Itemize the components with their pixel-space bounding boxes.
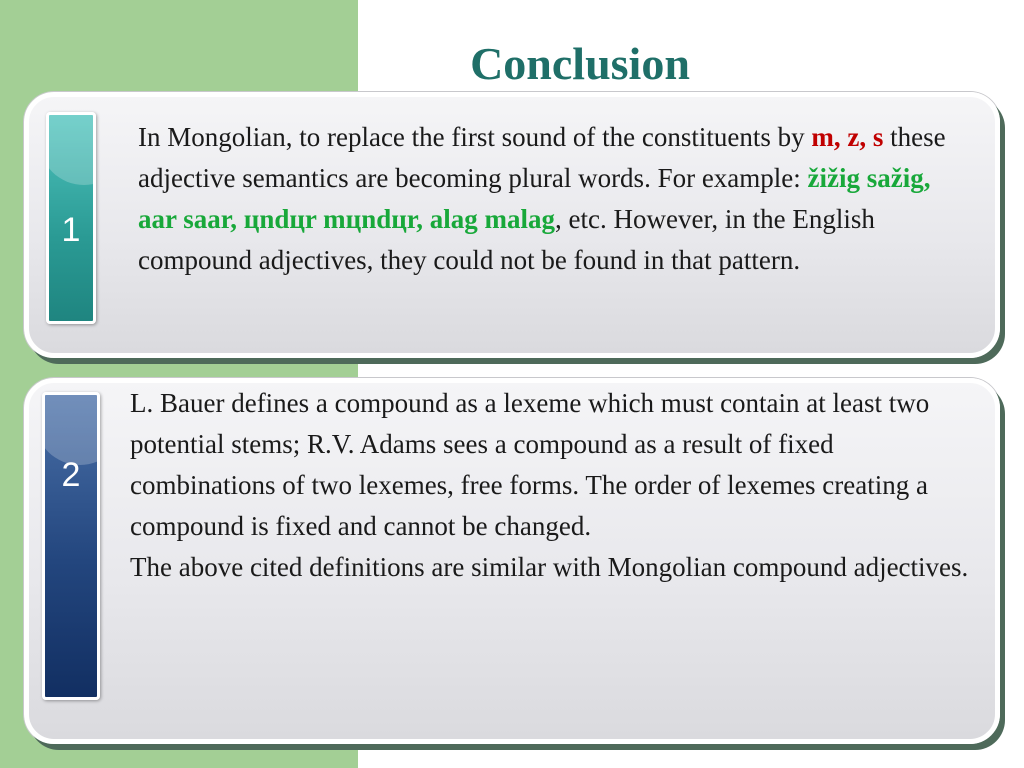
panel-1-text-e: , etc. However, in the English compound adjectives, they could not be found in that pattern. bbox=[138, 204, 875, 275]
number-tab-1 bbox=[46, 112, 96, 324]
panel-2-text bbox=[130, 383, 980, 588]
panel-1-highlight-sounds: m, z, s bbox=[811, 122, 884, 152]
tab-number-1: 1 bbox=[61, 211, 81, 249]
tab-gloss bbox=[46, 112, 96, 185]
panel-2-line-2: The above cited definitions are similar with Mongolian compound adjectives. bbox=[130, 552, 969, 582]
panel-1-text-c: these adjective semantics are becoming plural words. For example: bbox=[138, 122, 946, 193]
tab-number-2: 2 bbox=[61, 456, 81, 494]
panel-2-line-1: L. Bauer defines a compound as a lexeme which must contain at least two potential stems; R.V. Adams sees a compound as a result of fixed combinations of two lexemes, free forms. The order of lexemes creating a compound is fixed and cannot be changed. bbox=[130, 388, 930, 541]
slide-title: Conclusion bbox=[470, 38, 690, 89]
panel-1-text bbox=[138, 117, 968, 281]
number-tab-2 bbox=[42, 392, 100, 700]
panel-1-highlight-examples: žižig sažig, aar saar, цndцr mцndцr, alag malag bbox=[138, 163, 931, 234]
panel-1-text-a: In Mongolian, to replace the first sound of the constituents by bbox=[138, 122, 812, 152]
